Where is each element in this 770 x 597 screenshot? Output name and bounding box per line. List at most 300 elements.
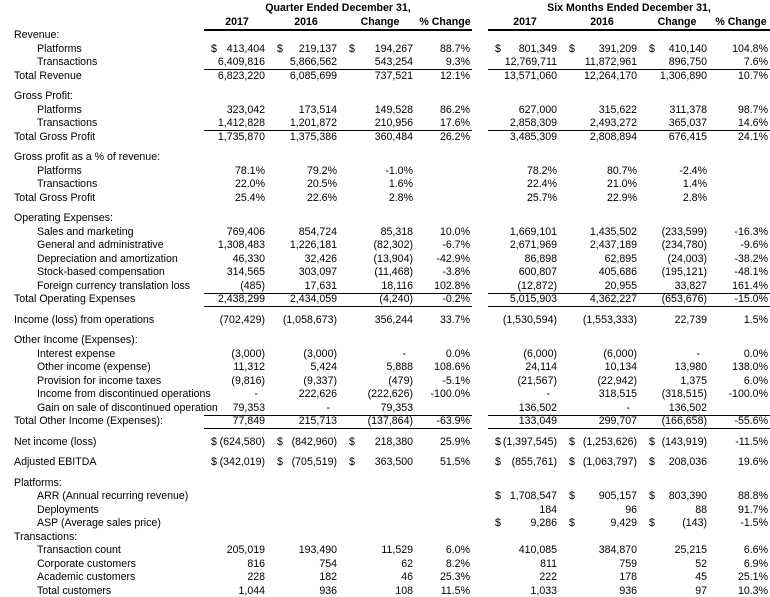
column-gap xyxy=(472,544,488,558)
cell-quarter-pct-change xyxy=(418,531,472,545)
cell-six-pct-change: 104.8% xyxy=(732,42,768,55)
cell-quarter-pct-change xyxy=(418,192,472,206)
column-gap xyxy=(472,293,488,307)
cell-quarter-2016 xyxy=(270,456,342,470)
row-label: Deployments xyxy=(37,503,99,516)
cell-quarter-change xyxy=(342,504,418,518)
row-label: Transactions xyxy=(37,117,98,129)
cell-six-2016: 315,622 xyxy=(598,103,637,116)
dollar-sign: $ xyxy=(495,517,501,529)
cell-six-2016: 178 xyxy=(619,571,637,583)
cell-six-change xyxy=(642,490,712,504)
cell-value: 219,137 xyxy=(298,42,337,55)
cell-value: (624,580) xyxy=(219,435,265,448)
col-header-quarter-change: Change xyxy=(342,16,418,31)
cell-six-change: 896,750 xyxy=(642,56,712,70)
cell-six-2017: (6,000) xyxy=(523,347,557,360)
cell-six-2016 xyxy=(562,90,642,104)
dollar-sign: $ xyxy=(211,435,217,448)
cell-value: (1,253,626) xyxy=(582,435,637,448)
cell-quarter-pct-change: -42.9% xyxy=(436,252,470,265)
cell-six-change: 45 xyxy=(695,571,707,583)
cell-quarter-2016: 20.5% xyxy=(306,178,337,190)
cell-six-2016 xyxy=(562,490,642,504)
cell-value: 803,390 xyxy=(668,490,707,502)
cell-quarter-change xyxy=(342,212,418,226)
dollar-sign: $ xyxy=(569,517,575,529)
row-label: Sales and marketing xyxy=(37,225,134,238)
cell-value: 391,209 xyxy=(598,42,637,55)
row-label: Total Gross Profit xyxy=(14,130,96,143)
cell-six-2016: 20,955 xyxy=(562,280,642,294)
cell-quarter-pct-change: 11.5% xyxy=(440,584,470,597)
column-gap xyxy=(472,151,488,165)
cell-quarter-2017 xyxy=(204,29,270,43)
row-label: Depreciation and amortization xyxy=(37,252,178,265)
cell-quarter-2016: 5,866,562 xyxy=(270,56,342,70)
cell-six-2016: 2,493,272 xyxy=(562,117,642,131)
row-label: Transactions xyxy=(37,178,98,190)
cell-value: (342,019) xyxy=(219,456,265,468)
column-gap xyxy=(472,192,488,206)
column-gap xyxy=(472,436,488,450)
cell-six-2016: 2,437,189 xyxy=(589,239,637,251)
column-gap xyxy=(472,90,488,104)
column-gap xyxy=(472,239,488,253)
cell-quarter-pct-change: 9.3% xyxy=(418,56,472,70)
cell-six-change xyxy=(642,531,712,545)
cell-quarter-2017 xyxy=(204,531,270,545)
cell-six-2017 xyxy=(488,334,562,348)
cell-quarter-2016: - xyxy=(270,402,342,416)
cell-quarter-2016: 17,631 xyxy=(270,280,342,294)
cell-quarter-change xyxy=(342,531,418,545)
cell-six-pct-change xyxy=(712,29,770,43)
cell-six-pct-change xyxy=(712,178,770,192)
row-label: Other Income (Expenses): xyxy=(14,334,138,346)
cell-six-pct-change xyxy=(712,165,770,179)
cell-six-change xyxy=(642,477,712,491)
table-row xyxy=(4,558,770,572)
cell-six-pct-change: 10.3% xyxy=(737,584,768,597)
row-label: Interest expense xyxy=(37,347,116,360)
cell-six-2016 xyxy=(562,517,642,531)
table-row xyxy=(4,415,770,429)
cell-six-2017: 600,807 xyxy=(518,266,557,278)
dollar-sign: $ xyxy=(349,456,355,468)
cell-quarter-pct-change xyxy=(418,90,472,104)
cell-quarter-2016: 222,626 xyxy=(298,388,337,400)
column-gap xyxy=(472,456,488,470)
cell-quarter-2016 xyxy=(270,43,342,57)
row-label: Platforms xyxy=(37,164,82,177)
cell-six-pct-change: 7.6% xyxy=(712,56,770,70)
cell-quarter-2016 xyxy=(270,490,342,504)
cell-six-2017: 12,769,711 xyxy=(488,56,562,70)
column-gap xyxy=(472,43,488,57)
cell-quarter-2017: 11,312 xyxy=(233,361,265,373)
dollar-sign: $ xyxy=(649,42,655,55)
cell-quarter-pct-change xyxy=(418,504,472,518)
cell-quarter-pct-change: 86.2% xyxy=(439,103,470,116)
cell-six-pct-change xyxy=(712,334,770,348)
cell-quarter-2017: 78.1% xyxy=(234,164,265,177)
cell-quarter-change: 108 xyxy=(395,584,413,597)
column-gap xyxy=(472,117,488,131)
cell-quarter-2016 xyxy=(270,90,342,104)
cell-six-2017: 86,898 xyxy=(524,252,557,265)
cell-six-change xyxy=(642,212,712,226)
table-row xyxy=(4,70,770,84)
cell-value: 208,036 xyxy=(668,456,707,468)
column-gap xyxy=(472,280,488,294)
column-gap xyxy=(472,415,488,429)
cell-quarter-2017: 22.0% xyxy=(234,178,265,190)
col-header-quarter-2017: 2017 xyxy=(204,16,270,31)
cell-six-2016 xyxy=(562,212,642,226)
group-title-row xyxy=(4,2,770,16)
cell-six-change: 365,037 xyxy=(642,117,712,131)
column-gap xyxy=(472,70,488,84)
table-row xyxy=(4,375,770,389)
cell-quarter-change: (137,864) xyxy=(342,415,418,429)
cell-quarter-pct-change xyxy=(418,165,472,179)
cell-six-pct-change: 14.6% xyxy=(712,117,770,131)
section-gap xyxy=(4,470,770,477)
table-row xyxy=(4,239,770,253)
cell-six-2016: 405,686 xyxy=(598,266,637,278)
cell-quarter-2017: 1,308,483 xyxy=(217,239,265,251)
cell-six-change: 97 xyxy=(695,584,707,597)
cell-six-2017 xyxy=(488,43,562,57)
cell-quarter-pct-change xyxy=(418,178,472,192)
table-row xyxy=(4,361,770,375)
cell-quarter-pct-change: 51.5% xyxy=(439,456,470,468)
row-label: Revenue: xyxy=(14,29,60,41)
six-months-group-title: Six Months Ended December 31, xyxy=(547,2,711,14)
dollar-sign: $ xyxy=(649,490,655,502)
dollar-sign: $ xyxy=(277,42,283,55)
cell-six-pct-change: 6.0% xyxy=(743,374,768,387)
cell-quarter-2017: 2,438,299 xyxy=(204,293,270,307)
cell-quarter-pct-change: 33.7% xyxy=(439,313,470,326)
cell-quarter-2016: 1,226,181 xyxy=(289,239,337,251)
cell-value: 801,349 xyxy=(518,42,557,55)
cell-six-2017 xyxy=(488,517,562,531)
cell-quarter-2017: 6,823,220 xyxy=(217,69,265,82)
table-row xyxy=(4,293,770,307)
row-label: Net income (loss) xyxy=(14,435,97,448)
cell-six-change: (24,003) xyxy=(667,252,707,265)
cell-quarter-change: - xyxy=(402,347,406,360)
cell-six-2016: 21.0% xyxy=(606,178,637,190)
cell-value: (1,397,545) xyxy=(502,435,557,448)
table-row xyxy=(4,456,770,470)
cell-six-pct-change: 88.8% xyxy=(737,490,768,502)
cell-six-2017: 222 xyxy=(539,571,557,583)
row-label: Platforms xyxy=(37,103,82,116)
cell-quarter-pct-change xyxy=(418,151,472,165)
cell-six-change xyxy=(642,456,712,470)
cell-value: 413,404 xyxy=(226,42,265,55)
dollar-sign: $ xyxy=(277,456,283,468)
cell-quarter-2016: 5,424 xyxy=(310,361,337,373)
cell-quarter-2016: 1,375,386 xyxy=(289,130,337,143)
cell-quarter-change xyxy=(342,151,418,165)
cell-quarter-2016 xyxy=(270,29,342,43)
cell-six-2016: 4,362,227 xyxy=(562,293,642,307)
cell-six-2016: 22.9% xyxy=(606,191,637,204)
cell-six-pct-change xyxy=(712,151,770,165)
cell-six-2017: 13,571,060 xyxy=(503,69,557,82)
cell-quarter-change xyxy=(342,490,418,504)
cell-quarter-2016: 22.6% xyxy=(306,191,337,204)
cell-quarter-pct-change: 108.6% xyxy=(434,361,470,373)
cell-six-change xyxy=(642,43,712,57)
row-label: Academic customers xyxy=(37,571,136,583)
table-row xyxy=(4,402,770,416)
cell-six-2016: - xyxy=(562,402,642,416)
dollar-sign: $ xyxy=(495,435,501,448)
cell-quarter-change: 360,484 xyxy=(374,130,413,143)
cell-six-change: 88 xyxy=(695,503,707,516)
cell-six-2017 xyxy=(488,456,562,470)
cell-six-change: (166,658) xyxy=(642,415,712,429)
cell-six-2017: 22.4% xyxy=(526,178,557,190)
dollar-sign: $ xyxy=(569,435,575,448)
column-header-row xyxy=(4,16,770,30)
column-gap xyxy=(472,131,488,145)
col-header-six-change: Change xyxy=(642,16,712,31)
column-gap xyxy=(472,504,488,518)
cell-six-pct-change: 138.0% xyxy=(732,361,768,373)
column-gap xyxy=(472,178,488,192)
table-row xyxy=(4,90,770,104)
cell-six-pct-change: 6.9% xyxy=(743,557,768,570)
cell-six-2016 xyxy=(562,531,642,545)
cell-six-2017 xyxy=(488,531,562,545)
cell-quarter-change: 62 xyxy=(401,557,413,570)
cell-six-2017: 1,669,101 xyxy=(509,225,557,238)
dollar-sign: $ xyxy=(277,435,283,448)
column-gap xyxy=(472,348,488,362)
cell-six-2017: 811 xyxy=(540,557,557,570)
table-row xyxy=(4,531,770,545)
cell-six-2016 xyxy=(562,456,642,470)
cell-quarter-2016: 193,490 xyxy=(298,544,337,556)
cell-value: (855,761) xyxy=(511,456,557,468)
cell-quarter-2016: (1,058,673) xyxy=(282,313,337,326)
cell-six-pct-change xyxy=(712,402,770,416)
cell-quarter-change xyxy=(342,334,418,348)
cell-six-2016: 318,515 xyxy=(598,388,637,400)
cell-quarter-pct-change: 102.8% xyxy=(418,280,472,294)
cell-quarter-2017 xyxy=(204,456,270,470)
dollar-sign: $ xyxy=(569,42,575,55)
dollar-sign: $ xyxy=(649,456,655,468)
row-label: Foreign currency translation loss xyxy=(37,279,191,292)
row-label: Total customers xyxy=(37,584,112,597)
cell-quarter-change: (222,626) xyxy=(367,388,413,400)
col-header-six-2016: 2016 xyxy=(562,16,642,31)
table-row xyxy=(4,571,770,585)
row-label: Income from discontinued operations xyxy=(37,388,211,400)
row-label: Gain on sale of discontinued operation xyxy=(37,401,218,414)
cell-six-pct-change: 98.7% xyxy=(737,103,768,116)
cell-six-change: 25,215 xyxy=(674,544,707,556)
table-row xyxy=(4,131,770,145)
cell-quarter-2016: 1,201,872 xyxy=(270,117,342,131)
cell-quarter-2017: - xyxy=(254,388,258,400)
cell-value: 1,708,547 xyxy=(509,490,557,502)
table-row xyxy=(4,585,770,597)
cell-quarter-2016: (3,000) xyxy=(303,347,337,360)
cell-quarter-change: (479) xyxy=(388,374,413,387)
column-gap xyxy=(472,361,488,375)
cell-six-change xyxy=(642,90,712,104)
section-gap xyxy=(4,307,770,314)
row-label: Platforms xyxy=(37,42,82,55)
dollar-sign: $ xyxy=(211,456,217,468)
cell-quarter-change: 18,116 xyxy=(342,280,418,294)
dollar-sign: $ xyxy=(649,435,655,448)
table-row xyxy=(4,192,770,206)
cell-quarter-pct-change xyxy=(418,29,472,43)
cell-six-2017: (1,530,594) xyxy=(502,313,557,326)
cell-six-change: (653,676) xyxy=(642,293,712,307)
cell-quarter-2017: 25.4% xyxy=(234,191,265,204)
cell-quarter-pct-change: 0.0% xyxy=(445,347,470,360)
cell-six-2017: 78.2% xyxy=(526,164,557,177)
cell-six-2016: 62,895 xyxy=(604,252,637,265)
cell-quarter-pct-change: -3.8% xyxy=(442,266,470,278)
cell-six-pct-change: 25.1% xyxy=(737,571,768,583)
cell-quarter-pct-change: 25.9% xyxy=(439,435,470,448)
table-row xyxy=(4,29,770,43)
cell-value: (143,919) xyxy=(661,435,707,448)
cell-quarter-2017 xyxy=(204,212,270,226)
cell-quarter-change: 737,521 xyxy=(374,69,413,82)
section-gap xyxy=(4,429,770,436)
cell-six-pct-change: 91.7% xyxy=(737,503,768,516)
cell-quarter-change: 46 xyxy=(401,571,413,583)
table-row xyxy=(4,544,770,558)
row-label: Transactions xyxy=(37,56,98,68)
table-body xyxy=(4,29,770,597)
col-header-quarter-2016: 2016 xyxy=(270,16,342,31)
cell-quarter-2017: 79,353 xyxy=(204,402,270,416)
cell-quarter-2017: 6,409,816 xyxy=(204,56,270,70)
cell-quarter-2017 xyxy=(204,436,270,450)
cell-six-pct-change: 10.7% xyxy=(737,69,768,82)
cell-six-change: (195,121) xyxy=(661,266,707,278)
cell-quarter-2017 xyxy=(204,477,270,491)
cell-quarter-2017: 205,019 xyxy=(226,544,265,556)
cell-quarter-2017: 228 xyxy=(247,571,265,583)
cell-quarter-2016 xyxy=(270,334,342,348)
cell-six-pct-change: -100.0% xyxy=(728,388,768,400)
cell-six-2016: 96 xyxy=(625,503,637,516)
cell-quarter-pct-change: 10.0% xyxy=(439,225,470,238)
cell-quarter-change xyxy=(342,29,418,43)
cell-quarter-change xyxy=(342,517,418,531)
cell-six-2016 xyxy=(562,436,642,450)
cell-quarter-pct-change xyxy=(418,477,472,491)
dollar-sign: $ xyxy=(495,456,501,468)
cell-six-pct-change: -9.6% xyxy=(740,239,768,251)
cell-value: 363,500 xyxy=(374,456,413,468)
cell-quarter-2016: 6,085,699 xyxy=(289,69,337,82)
cell-quarter-2017 xyxy=(204,334,270,348)
row-label: Provision for income taxes xyxy=(37,374,162,387)
cell-six-2016: 2,808,894 xyxy=(589,130,637,143)
cell-six-2017 xyxy=(488,436,562,450)
table-row xyxy=(4,226,770,240)
cell-six-pct-change: -55.6% xyxy=(712,415,770,429)
cell-six-2017 xyxy=(488,151,562,165)
cell-quarter-change: 79,353 xyxy=(342,402,418,416)
cell-six-2016: 12,264,170 xyxy=(583,69,637,82)
column-gap xyxy=(472,585,488,597)
cell-quarter-2017 xyxy=(204,90,270,104)
cell-six-2016 xyxy=(562,43,642,57)
table-row xyxy=(4,334,770,348)
table-row xyxy=(4,117,770,131)
cell-six-2016: 936 xyxy=(619,584,637,597)
row-label: Stock-based compensation xyxy=(37,266,165,278)
cell-six-pct-change xyxy=(712,90,770,104)
cell-quarter-change: (11,468) xyxy=(374,266,413,278)
cell-quarter-2017: 314,565 xyxy=(226,266,265,278)
cell-six-2016: (22,942) xyxy=(597,374,637,387)
column-gap xyxy=(472,104,488,118)
cell-six-pct-change xyxy=(712,212,770,226)
cell-quarter-2017: 1,412,828 xyxy=(204,117,270,131)
table-row xyxy=(4,165,770,179)
table-row xyxy=(4,517,770,531)
cell-value: (705,519) xyxy=(291,456,337,468)
cell-quarter-pct-change xyxy=(418,490,472,504)
cell-six-2017 xyxy=(488,477,562,491)
cell-quarter-pct-change xyxy=(418,212,472,226)
cell-quarter-change: 11,529 xyxy=(381,544,413,556)
cell-quarter-2016: 2,434,059 xyxy=(270,293,342,307)
cell-quarter-change xyxy=(342,90,418,104)
row-label: Gross profit as a % of revenue: xyxy=(14,151,161,163)
cell-quarter-2016 xyxy=(270,531,342,545)
cell-six-change: - xyxy=(696,347,700,360)
cell-quarter-2017: 46,330 xyxy=(232,252,265,265)
cell-quarter-pct-change: 8.2% xyxy=(445,557,470,570)
cell-quarter-pct-change: 25.3% xyxy=(439,571,470,583)
cell-six-2016: (6,000) xyxy=(603,347,637,360)
column-gap xyxy=(472,253,488,267)
cell-six-2017 xyxy=(488,29,562,43)
cell-quarter-pct-change: -0.2% xyxy=(418,293,472,307)
section-gap xyxy=(4,327,770,334)
cell-quarter-2017: (702,429) xyxy=(219,313,265,326)
section-gap xyxy=(4,144,770,151)
cell-six-change: (234,780) xyxy=(661,239,707,251)
table-row xyxy=(4,178,770,192)
cell-six-2016: 384,870 xyxy=(598,544,637,556)
table-row xyxy=(4,56,770,70)
cell-quarter-2016 xyxy=(270,212,342,226)
column-gap xyxy=(472,531,488,545)
cell-value: (1,063,797) xyxy=(582,456,637,468)
cell-quarter-2016 xyxy=(270,504,342,518)
dollar-sign: $ xyxy=(211,42,217,55)
